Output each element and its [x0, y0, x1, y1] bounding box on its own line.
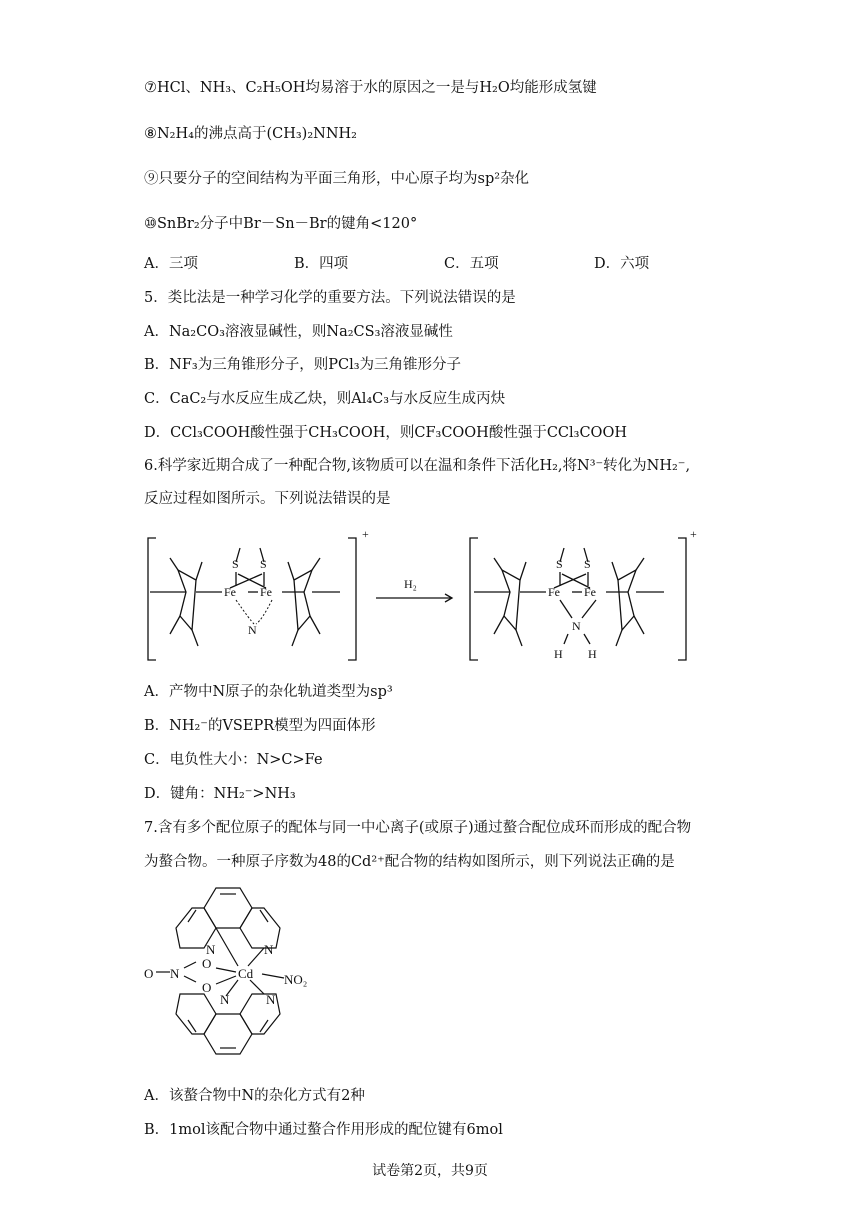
- q7-n-2: N: [264, 942, 274, 957]
- q6-stem-line2: 反应过程如图所示。下列说法错误的是: [144, 491, 391, 507]
- q6-stem-line1: 6.科学家近期合成了一种配合物,该物质可以在温和条件下活化H₂,将N³⁻转化为NH₂⁻,: [144, 458, 691, 474]
- q6-right-fe2: Fe: [584, 585, 596, 599]
- q7-n-1: N: [206, 942, 216, 957]
- q7-o-2: O: [202, 956, 212, 971]
- q7-cd: Cd: [238, 966, 254, 981]
- q4-option-b: B．四项: [294, 256, 349, 272]
- q5-option-d: D．CCl₃COOH酸性强于CH₃COOH，则CF₃COOH酸性强于CCl₃COOH: [144, 425, 627, 441]
- q7-option-a: A．该螯合物中N的杂化方式有2种: [144, 1088, 365, 1104]
- q6-right-n: N: [572, 619, 581, 633]
- q6-left-charge: +: [362, 528, 369, 541]
- item-8: ⑧N₂H₄的沸点高于(CH₃)₂NNH₂: [144, 126, 357, 142]
- q6-arrow-label: H₂: [404, 577, 417, 591]
- q6-left-n: N: [248, 623, 257, 637]
- page-footer: 试卷第2页，共9页: [372, 1163, 488, 1179]
- item-7: ⑦HCl、NH₃、C₂H₅OH均易溶于水的原因之一是与H₂O均能形成氢键: [144, 80, 597, 96]
- q6-option-b: B．NH₂⁻的VSEPR模型为四面体形: [144, 718, 376, 734]
- q6-right-s2: S: [584, 557, 591, 571]
- q4-option-d: D．六项: [594, 256, 650, 272]
- q7-stem-line2: 为螯合物。一种原子序数为48的Cd²⁺配合物的结构如图所示，则下列说法正确的是: [144, 854, 675, 870]
- q7-n-5: N: [170, 966, 180, 981]
- q5-option-c: C．CaC₂与水反应生成乙炔，则Al₄C₃与水反应生成丙炔: [144, 391, 506, 407]
- q7-no2: NO₂: [284, 972, 308, 987]
- q6-option-a: A．产物中N原子的杂化轨道类型为sp³: [144, 684, 393, 700]
- item-10: ⑩SnBr₂分子中Br－Sn－Br的键角<120°: [144, 216, 418, 232]
- q7-n-4: N: [266, 992, 276, 1007]
- q6-reaction-figure: [140, 528, 700, 668]
- q6-left-fe2: Fe: [260, 585, 272, 599]
- q7-o-3: O: [202, 980, 212, 995]
- q7-cd-complex-figure: [140, 878, 340, 1064]
- q7-n-3: N: [220, 992, 230, 1007]
- q7-option-b: B．1mol该配合物中通过螯合作用形成的配位键有6mol: [144, 1122, 503, 1138]
- q6-right-h1: H: [554, 647, 563, 661]
- q5-option-a: A．Na₂CO₃溶液显碱性，则Na₂CS₃溶液显碱性: [144, 324, 453, 340]
- q5-stem: 5．类比法是一种学习化学的重要方法。下列说法错误的是: [144, 290, 516, 306]
- q5-option-b: B．NF₃为三角锥形分子，则PCl₃为三角锥形分子: [144, 357, 462, 373]
- item-9: ⑨只要分子的空间结构为平面三角形，中心原子均为sp²杂化: [144, 171, 530, 187]
- q6-option-d: D．键角：NH₂⁻>NH₃: [144, 786, 296, 802]
- q6-right-s1: S: [556, 557, 563, 571]
- q6-right-h2: H: [588, 647, 597, 661]
- q6-left-s1: S: [232, 557, 239, 571]
- q6-left-s2: S: [260, 557, 267, 571]
- q6-option-c: C．电负性大小：N>C>Fe: [144, 752, 323, 768]
- q7-o-1: O: [144, 966, 154, 981]
- q4-option-a: A．三项: [144, 256, 198, 272]
- q4-option-c: C．五项: [444, 256, 499, 272]
- q6-right-charge: +: [690, 528, 697, 541]
- q6-right-fe1: Fe: [548, 585, 560, 599]
- q6-left-fe1: Fe: [224, 585, 236, 599]
- q7-stem-line1: 7.含有多个配位原子的配体与同一中心离子(或原子)通过螯合配位成环而形成的配合物: [144, 820, 692, 836]
